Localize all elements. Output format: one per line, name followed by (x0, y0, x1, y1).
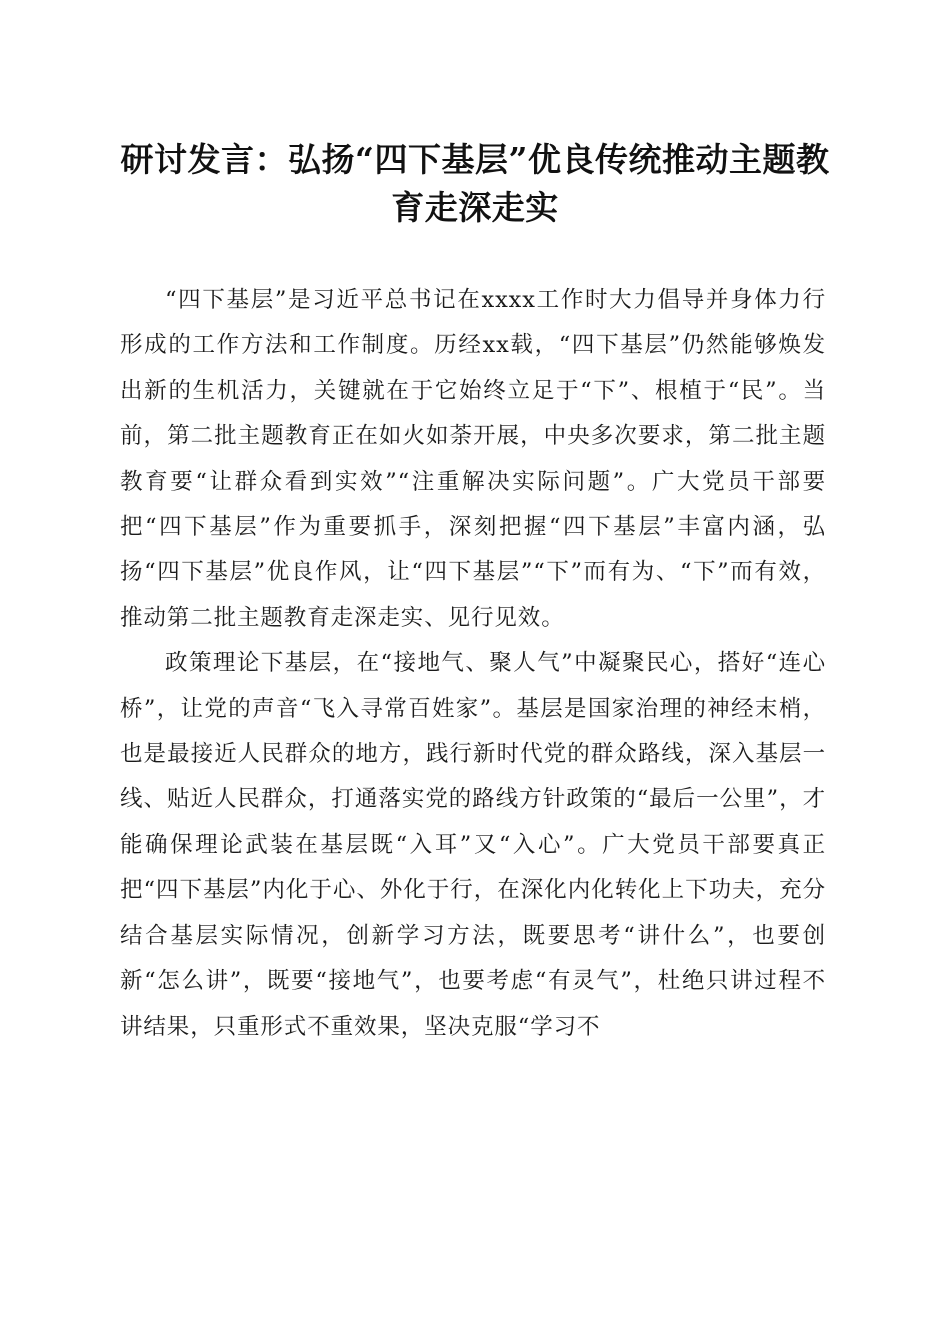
paragraph-1: “四下基层”是习近平总书记在xxxx工作时大力倡导并身体力行形成的工作方法和工作制度。历经xx载，“四下基层”仍然能够焕发出新的生机活力，关键就在于它始终立足于“下”、根植于“民”。当前，第二批主题教育正在如火如荼开展，中央多次要求，第二批主题教育要“让群众看到实效”“注重解决实际问题”。广大党员干部要把“四下基层”作为重要抓手，深刻把握“四下基层”丰富内涵，弘扬“四下基层”优良作风，让“四下基层”“下”而有为、“下”而有效，推动第二批主题教育走深走实、见行见效。 (120, 287, 826, 631)
document-body (120, 278, 826, 1050)
document-title: 研讨发言：弘扬“四下基层”优良传统推动主题教育走深走实 (120, 140, 830, 227)
paragraph-2: 政策理论下基层，在“接地气、聚人气”中凝聚民心，搭好“连心桥”，让党的声音“飞入寻常百姓家”。基层是国家治理的神经末梢，也是最接近人民群众的地方，践行新时代党的群众路线，深入基层一线、贴近人民群众，打通落实党的路线方针政策的“最后一公里”，才能确保理论武装在基层既“入耳”又“入心”。广大党员干部要真正把“四下基层”内化于心、外化于行，在深化内化转化上下功夫，充分结合基层实际情况，创新学习方法，既要思考“讲什么”，也要创新“怎么讲”，既要“接地气”，也要考虑“有灵气”，杜绝只讲过程不讲结果，只重形式不重效果，坚决克服“学习不 (120, 650, 826, 1040)
